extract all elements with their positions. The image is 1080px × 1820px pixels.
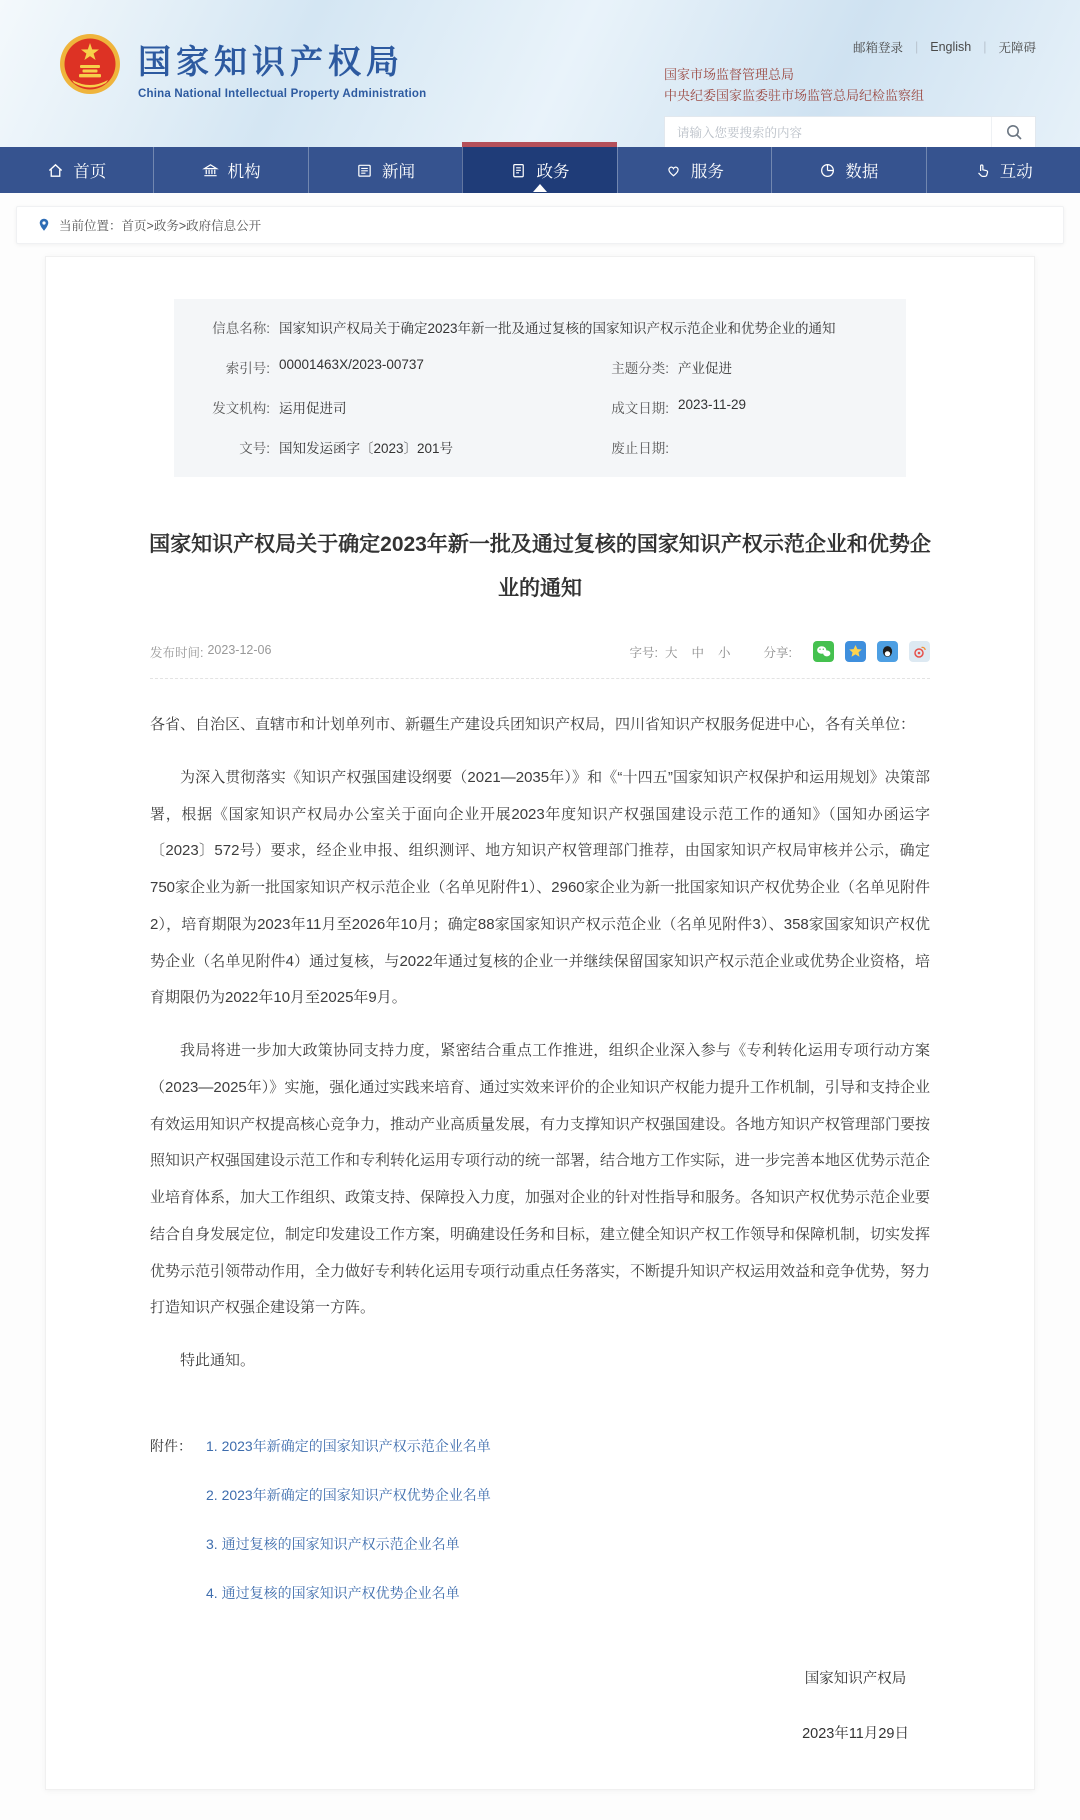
sign-date: 2023年11月29日 (802, 1725, 909, 1742)
info-date-value: 2023-11-29 (678, 397, 747, 412)
info-agency-value: 运用促进司 (279, 401, 347, 416)
search-icon (1005, 123, 1023, 144)
divider: | (914, 40, 919, 54)
info-topic-value: 产业促进 (678, 361, 732, 376)
document-icon (510, 162, 527, 179)
search-input[interactable] (665, 117, 991, 150)
hand-pointer-icon (974, 162, 991, 179)
search-bar (664, 116, 1036, 151)
attachments (150, 1436, 930, 1603)
pie-chart-icon (819, 162, 836, 179)
info-name-label: 信息名称: (212, 321, 270, 336)
fontsize-medium-button[interactable]: 中 (691, 645, 704, 660)
fontsize-large-button[interactable]: 大 (664, 645, 678, 660)
share-label: 分享: (763, 645, 792, 660)
nav-label: 互动 (999, 163, 1033, 181)
fontsize-small-button[interactable]: 小 (718, 645, 731, 660)
brand[interactable] (58, 32, 426, 103)
nav-label: 新闻 (382, 163, 416, 181)
paragraph-1: 为深入贯彻落实《知识产权强国建设纲要（2021—2035年）》和《“十四五”国家知识产权保护和运用规划》决策部署，根据《国家知识产权局办公室关于面向企业开展2023年度知识产权强国建设示范工作的通知》（国知办函运字〔2023〕572号）要求，经企业申报、组织测评、地方知识产权管理部门推荐，由国家知识产权局审核并公示，确定750家企业为新一批国家知识产权示范企业（名单见附件1）、2960家企业为新一批国家知识产权优势企业（名单见附件2），培育期限为2023年11月至2026年10月；确定88家国家知识产权示范企业（名单见附件3）、358家国家知识产权优势企业（名单见附件4）通过复核，与2022年通过复核的企业一并继续保留国家知识产权示范企业或优势企业资格，培育期限仍为2022年10月至2025年9月。 (150, 768, 930, 1007)
national-emblem-icon (58, 32, 122, 103)
location-pin-icon (37, 217, 51, 233)
info-row-docno (174, 427, 906, 467)
info-docno-label: 文号: (239, 441, 270, 456)
attachment-link-3[interactable]: 3. 通过复核的国家知识产权示范企业名单 (206, 1535, 460, 1552)
info-index-value: 00001463X/2023-00737 (279, 357, 424, 372)
search-button[interactable] (991, 117, 1035, 150)
qq-share-icon[interactable] (877, 641, 898, 662)
page-title: 国家知识产权局关于确定2023年新一批及通过复核的国家知识产权示范企业和优势企业的通知 (149, 533, 931, 601)
closing-line: 特此通知。 (180, 1352, 256, 1370)
home-icon (47, 162, 64, 179)
site-header (0, 0, 1080, 147)
samr-link[interactable]: 国家市场监督管理总局 (664, 67, 795, 82)
info-row-agency (174, 387, 906, 427)
publish-time-value: 2023-12-06 (207, 642, 272, 657)
qzone-share-icon[interactable] (845, 641, 866, 662)
info-row-name (174, 307, 906, 347)
news-icon (356, 162, 373, 179)
nav-item-data[interactable] (771, 147, 925, 193)
nav-item-home[interactable] (0, 147, 153, 193)
breadcrumb-path[interactable]: 首页>政务>政府信息公开 (121, 219, 262, 233)
info-docno-value: 国知发运函字〔2023〕201号 (279, 441, 454, 456)
breadcrumb (16, 206, 1064, 244)
attachment-link-4[interactable]: 4. 通过复核的国家知识产权优势企业名单 (206, 1584, 460, 1601)
paragraph-2: 我局将进一步加大政策协同支持力度，紧密结合重点工作推进，组织企业深入参与《专利转化运用专项行动方案（2023—2025年）》实施，强化通过实践来培育、通过实效来评价的企业知识产权能力提升工作机制，引导和支持企业有效运用知识产权提高核心竞争力，推动产业高质量发展，有力支撑知识产权强国建设。各地方知识产权管理部门要按照知识产权强国建设示范工作和专利转化运用专项行动的统一部署，结合地方工作实际，进一步完善本地区优势示范企业培育体系，加大工作组织、政策支持、保障投入力度，加强对企业的针对性指导和服务。各知识产权优势示范企业要结合自身发展定位，制定印发建设工作方案，明确建设任务和目标，建立健全知识产权工作领导和保障机制，切实发挥优势示范引领带动作用，全力做好专利转化运用专项行动重点任务落实，不断提升知识产权运用效益和竞争优势，努力打造知识产权强企建设第一方阵。 (150, 1042, 931, 1317)
nav-item-service[interactable] (617, 147, 771, 193)
info-date-label: 成文日期: (611, 401, 669, 416)
main-nav (0, 147, 1080, 193)
nav-item-news[interactable] (308, 147, 462, 193)
fontsize-label: 字号: (629, 645, 658, 660)
related-links (664, 65, 1036, 107)
breadcrumb-label: 当前位置： (59, 219, 122, 233)
info-agency-label: 发文机构: (212, 401, 270, 416)
nav-label: 政务 (536, 163, 570, 181)
nav-label: 数据 (845, 163, 879, 181)
nav-item-interact[interactable] (926, 147, 1080, 193)
nav-item-gov[interactable] (462, 147, 616, 193)
doc-body (150, 707, 930, 1380)
info-row-index (174, 347, 906, 387)
publish-time-label: 发布时间: (150, 645, 204, 660)
site-title: 国家知识产权局 (138, 42, 404, 80)
weibo-share-icon[interactable] (909, 641, 930, 662)
attachments-label: 附件： (150, 1437, 192, 1454)
attachment-link-1[interactable]: 1. 2023年新确定的国家知识产权示范企业名单 (206, 1437, 491, 1454)
header-right (664, 38, 1036, 151)
discipline-inspection-link[interactable]: 中央纪委国家监委驻市场监管总局纪检监察组 (664, 87, 925, 103)
info-index-label: 索引号: (225, 361, 270, 376)
attachment-link-2[interactable]: 2. 2023年新确定的国家知识产权优势企业名单 (206, 1486, 491, 1503)
nav-label: 机构 (227, 163, 261, 181)
accessibility-link[interactable]: 无障碍 (998, 41, 1036, 55)
signature (46, 1667, 909, 1743)
signer-name: 国家知识产权局 (804, 1670, 907, 1687)
info-repeal-label: 废止日期: (611, 441, 669, 456)
nav-label: 首页 (73, 163, 107, 181)
bank-icon (202, 162, 219, 179)
english-link[interactable]: English (930, 40, 972, 54)
service-heart-icon (665, 162, 682, 179)
divider: | (983, 40, 987, 54)
info-panel (174, 299, 906, 477)
content-card (45, 256, 1035, 1790)
wechat-share-icon[interactable] (813, 641, 834, 662)
nav-item-org[interactable] (153, 147, 307, 193)
mail-login-link[interactable]: 邮箱登录 (852, 41, 903, 55)
meta-row (150, 641, 930, 679)
nav-label: 服务 (690, 163, 724, 181)
top-links (664, 38, 1036, 56)
info-name-value: 国家知识产权局关于确定2023年新一批及通过复核的国家知识产权示范企业和优势企业的通知 (279, 321, 836, 336)
site-title-en: China National Intellectual Property Administration (138, 87, 427, 100)
info-topic-label: 主题分类: (611, 361, 669, 376)
salutation: 各省、自治区、直辖市和计划单列市、新疆生产建设兵团知识产权局，四川省知识产权服务促进中心，各有关单位： (150, 716, 916, 734)
